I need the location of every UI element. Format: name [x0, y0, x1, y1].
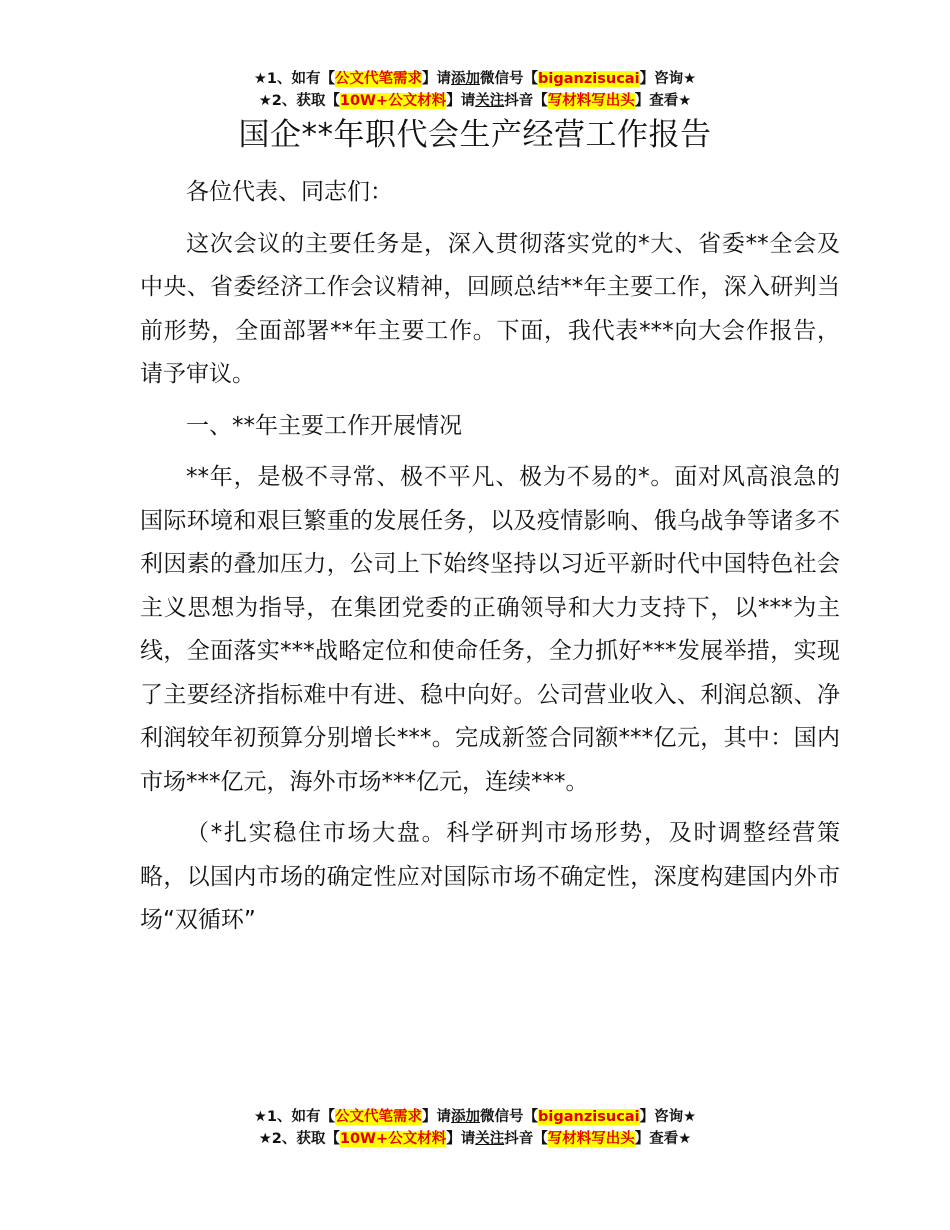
banner-text: 】请 — [446, 1131, 476, 1147]
banner-underlined-text: 关注 — [475, 93, 505, 109]
banner-text: 】请 — [422, 71, 452, 87]
document-body — [140, 171, 840, 943]
banner-text: 抖音【 — [504, 1131, 548, 1147]
banner-underlined-text: 添加 — [451, 71, 481, 87]
banner-highlight: 10W+公文材料 — [339, 1131, 447, 1147]
banner-highlight: 10W+公文材料 — [339, 93, 447, 109]
banner-highlight: biganzisucai — [538, 1109, 640, 1125]
banner-text: ★2、获取【 — [258, 93, 340, 109]
header-banner — [0, 68, 950, 112]
banner-highlight: 公文代笔需求 — [335, 71, 423, 87]
banner-text: ★1、如有【 — [253, 1109, 336, 1125]
banner-line-2 — [0, 1128, 950, 1150]
banner-text: 】咨询★ — [639, 71, 697, 87]
banner-line-2 — [0, 90, 950, 112]
banner-text: 】请 — [422, 1109, 452, 1125]
banner-text: ★1、如有【 — [253, 71, 336, 87]
section-paragraph: **年，是极不寻常、极不平凡、极为不易的*。面对风高浪急的国际环境和艰巨繁重的发展任务，以及疫情影响、俄乌战争等诸多不利因素的叠加压力，公司上下始终坚持以习近平新时代中国特色社会主义思想为指导，在集团党委的正确领导和大力支持下，以***为主线，全面落实***战略定位和使命任务，全力抓好***发展举措，实现了主要经济指标难中有进、稳中向好。公司营业收入、利润总额、净利润较年初预算分别增长***。完成新签合同额***亿元，其中：国内市场***亿元，海外市场***亿元，连续***。 — [140, 464, 840, 795]
banner-underlined-text: 添加 — [451, 1109, 481, 1125]
intro-paragraph: 这次会议的主要任务是，深入贯彻落实党的*大、省委**全会及中央、省委经济工作会议精神，回顾总结**年主要工作，深入研判当前形势，全面部署**年主要工作。下面，我代表***向大会作报告，请予审议。 — [140, 230, 840, 387]
banner-text: 】查看★ — [634, 93, 692, 109]
banner-text: 微信号【 — [480, 71, 539, 87]
footer-banner — [0, 1106, 950, 1150]
banner-highlight: biganzisucai — [538, 71, 640, 87]
banner-highlight: 写材料写出头 — [547, 93, 635, 109]
banner-highlight: 公文代笔需求 — [335, 1109, 423, 1125]
banner-text: 微信号【 — [480, 1109, 539, 1125]
section-heading: 一、**年主要工作开展情况 — [186, 412, 462, 439]
banner-text: ★2、获取【 — [258, 1131, 340, 1147]
banner-highlight: 写材料写出头 — [547, 1131, 635, 1147]
banner-text: 抖音【 — [504, 93, 548, 109]
subsection-paragraph: （*扎实稳住市场大盘。科学研判市场形势，及时调整经营策略，以国内市场的确定性应对国际市场不确定性，深度构建国内外市场“双循环” — [140, 820, 840, 933]
banner-underlined-text: 关注 — [475, 1131, 505, 1147]
document-title: 国企**年职代会生产经营工作报告 — [238, 117, 712, 153]
banner-text: 】请 — [446, 93, 476, 109]
banner-line-1 — [0, 1106, 950, 1128]
salutation: 各位代表、同志们： — [186, 179, 393, 205]
banner-line-1 — [0, 68, 950, 90]
banner-text: 】咨询★ — [639, 1109, 697, 1125]
banner-text: 】查看★ — [634, 1131, 692, 1147]
